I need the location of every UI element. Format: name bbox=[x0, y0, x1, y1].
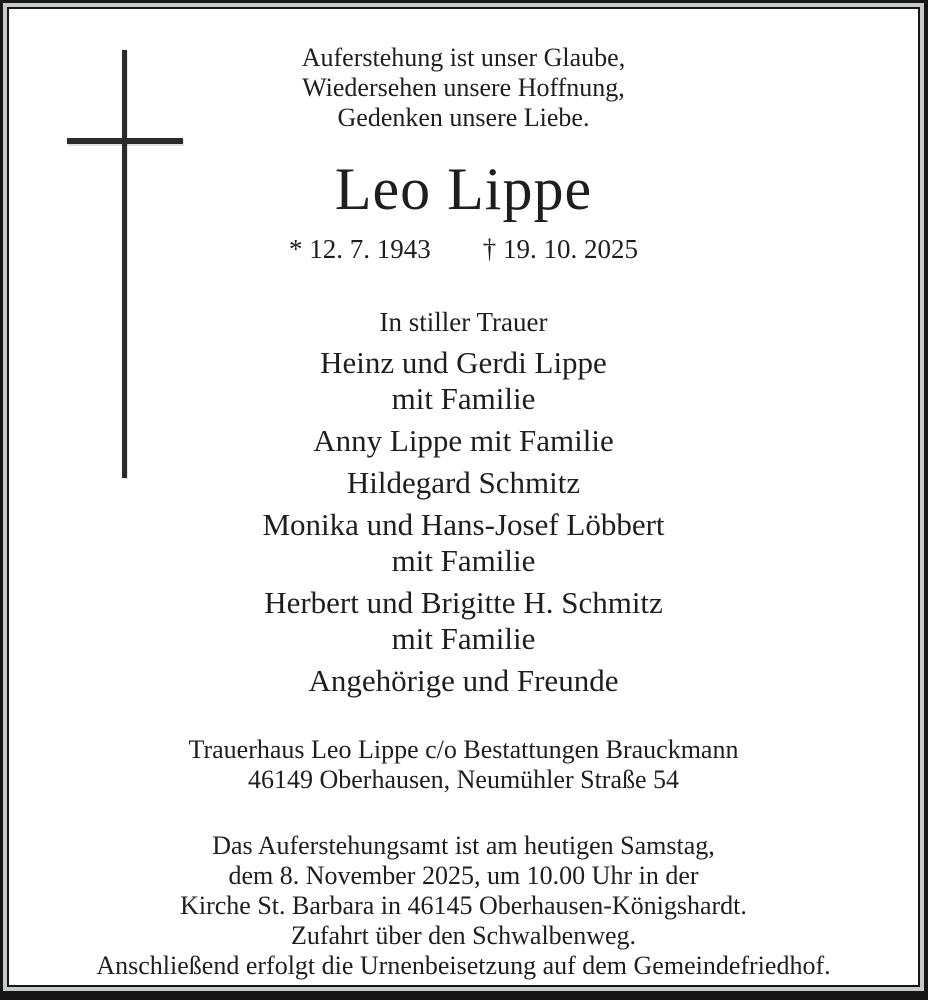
mourner-line: Monika und Hans-Josef Löbbert bbox=[262, 507, 665, 542]
mourner-line: Heinz und Gerdi Lippe bbox=[320, 345, 607, 380]
address-line-2: 46149 Oberhausen, Neumühler Straße 54 bbox=[247, 765, 680, 794]
epigraph-line-1: Auferstehung ist unser Glaube, bbox=[301, 43, 626, 72]
service-line-3: Kirche St. Barbara in 46145 Oberhausen-Königshardt. bbox=[180, 891, 747, 920]
epigraph-line-3: Gedenken unsere Liebe. bbox=[337, 103, 590, 132]
service-line-2: dem 8. November 2025, um 10.00 Uhr in der bbox=[228, 861, 699, 890]
mourner-line: Anny Lippe mit Familie bbox=[313, 423, 614, 458]
deceased-name: Leo Lippe bbox=[334, 156, 593, 222]
cross-vertical-bar bbox=[122, 50, 127, 478]
cross-icon bbox=[9, 9, 229, 499]
service-details bbox=[9, 831, 918, 951]
notice-frame-mat bbox=[3, 3, 924, 991]
mourner-line: Herbert und Brigitte H. Schmitz bbox=[264, 585, 663, 620]
mourner-line: mit Familie bbox=[391, 621, 536, 656]
mourning-intro: In stiller Trauer bbox=[379, 307, 548, 337]
burial-note: Anschließend erfolgt die Urnenbeisetzung auf dem Gemeindefriedhof. bbox=[96, 951, 831, 980]
cross-horizontal-bar bbox=[67, 138, 183, 144]
mourner-line: mit Familie bbox=[391, 543, 536, 578]
birth-date: * 12. 7. 1943 bbox=[289, 234, 431, 264]
obituary-page bbox=[7, 7, 920, 987]
mourner-line: Hildegard Schmitz bbox=[346, 465, 581, 500]
address-line-1: Trauerhaus Leo Lippe c/o Bestattungen Brauckmann bbox=[188, 735, 739, 764]
mourner-entry bbox=[9, 507, 918, 579]
epigraph-line-2: Wiedersehen unsere Hoffnung, bbox=[302, 73, 625, 102]
service-line-1: Das Auferstehungsamt ist am heutigen Samstag, bbox=[212, 831, 715, 860]
death-date: † 19. 10. 2025 bbox=[482, 234, 638, 264]
mourner-line: Angehörige und Freunde bbox=[308, 663, 619, 698]
mourner-line: mit Familie bbox=[391, 381, 536, 416]
funeral-home-address bbox=[9, 735, 918, 795]
service-line-4: Zufahrt über den Schwalbenweg. bbox=[290, 921, 637, 950]
mourner-entry bbox=[9, 585, 918, 657]
mourner-entry bbox=[9, 663, 918, 699]
